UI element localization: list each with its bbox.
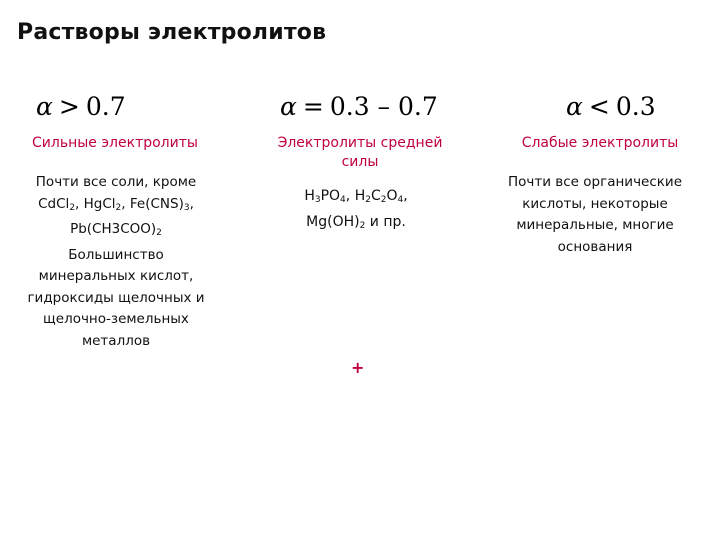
weak-electrolytes-description: Почти все органические кислоты, некоторые минеральные, многие основания (507, 174, 683, 255)
medium-electrolytes-heading: Электролиты средней силы (277, 135, 443, 170)
formula-operator: > (58, 92, 80, 121)
h3po4-formula: $H_3PO_4$ (304, 188, 346, 205)
alpha-weak-formula (566, 92, 656, 121)
alpha-strong-formula (36, 92, 126, 121)
alpha-symbol: α (566, 92, 583, 121)
acids-hydroxides-text: Большинство минеральных кислот, гидроксиды щелочных и щелочно-земельных металлов (27, 246, 205, 349)
plus-mark: + (351, 358, 365, 377)
formula-operator: < (588, 92, 610, 121)
acid-formulas-line: $H_3PO_4$, $H_2C_2O_4$, (304, 188, 408, 205)
fecns3-formula: $Fe(CNS)_3$ (129, 195, 190, 213)
page-title: Растворы электролитов (17, 20, 327, 45)
alpha-symbol: α (36, 92, 53, 121)
strong-electrolytes-description (20, 172, 212, 352)
hgcl2-formula: HgCl$_2$ (83, 195, 122, 213)
formula-value: 0.3 – 0.7 (329, 92, 438, 121)
strong-electrolytes-heading: Сильные электролиты (32, 135, 198, 151)
h2c2o4-formula: $H_2C_2O_4$ (354, 188, 404, 205)
formula-value: 0.7 (85, 92, 126, 121)
medium-electrolytes-description (268, 186, 444, 237)
weak-electrolytes-heading: Слабые электролиты (521, 135, 679, 151)
alpha-symbol: α (280, 92, 297, 121)
lead-acetate-formula: $Pb(CH3COO)_2$ (70, 221, 162, 238)
formula-value: 0.3 (615, 92, 656, 121)
cdcl2-formula: CdCl$_2$ (38, 195, 76, 213)
exceptions-line: CdCl$_2$, HgCl$_2$, $Fe(CNS)_3$, (38, 195, 194, 213)
alpha-medium-formula (280, 92, 438, 121)
formula-operator: = (302, 92, 324, 121)
mgoh2-line: $Mg(OH)_2$ и пр. (306, 213, 406, 231)
salts-line: Почти все соли, кроме (35, 174, 197, 190)
